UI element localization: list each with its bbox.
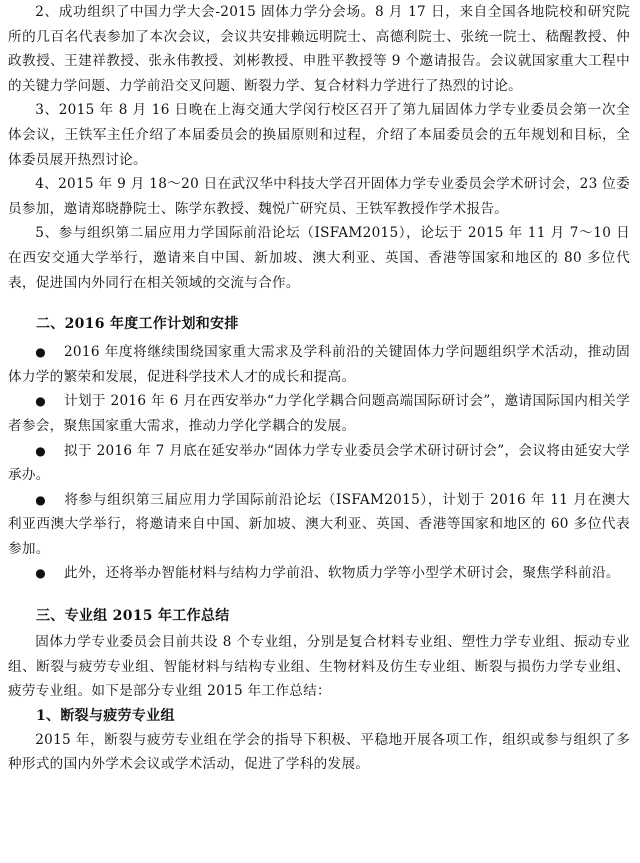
section-heading-2016-plan: 二、2016 年度工作计划和安排 (36, 316, 239, 333)
section-heading-group-summary: 三、专业组 2015 年工作总结 (36, 608, 230, 625)
bullet-text: 此外，还将举办智能材料与结构力学前沿、软物质力学等小型学术研讨会，聚焦学科前沿。 (63, 565, 620, 582)
bullet-text: 将参与组织第三届应用力学国际前沿论坛（ISFAM2015），计划于 2016 年 11 月在澳大利亚西澳大学举行，将邀请来自中国、新加坡、澳大利亚、英国、香港等国家和地区的 60 多位代表参加。 (8, 491, 630, 557)
bullet-item (8, 488, 630, 562)
bullet-item (8, 389, 630, 438)
bullet-dot-icon: ● (35, 443, 46, 458)
bullet-text: 拟于 2016 年 7 月底在延安举办“固体力学专业委员会学术研讨研讨会”，会议将由延安大学承办。 (8, 442, 630, 484)
bullet-item (8, 340, 630, 389)
paragraph-item-3: 3、2015 年 8 月 16 日晚在上海交通大学闵行校区召开了第九届固体力学专业委员会第一次全体会议，王铁军主任介绍了本届委员会的换届原则和过程，介绍了本届委员会的五年规划和目标，全体委员展开热烈讨论。 (8, 102, 630, 168)
paragraph-group-intro: 固体力学专业委员会目前共设 8 个专业组，分别是复合材料专业组、塑性力学专业组、振动专业组、断裂与疲劳专业组、智能材料与结构专业组、生物材料及仿生专业组、断裂与损伤力学专业组、疲劳专业组。如下是部分专业组 2015 年工作总结： (8, 634, 630, 700)
paragraph-item-4: 4、2015 年 9 月 18～20 日在武汉华中科技大学召开固体力学专业委员会学术研讨会，23 位委员参加，邀请郑晓静院士、陈学东教授、魏悦广研究员、王铁军教授作学术报告。 (8, 176, 630, 217)
bullet-item (8, 439, 630, 488)
bullet-dot-icon: ● (35, 345, 46, 360)
bullet-text: 计划于 2016 年 6 月在西安举办“力学化学耦合问题高端国际研讨会”，邀请国际国内相关学者参会，聚焦国家重大需求，推动力学化学耦合的发展。 (8, 393, 630, 434)
bullet-text: 2016 年度将继续围绕国家重大需求及学科前沿的关键固体力学问题组织学术活动，推动固体力学的繁荣和发展，促进科学技术人才的成长和提高。 (8, 344, 630, 385)
bullet-dot-icon: ● (35, 566, 46, 581)
bullet-dot-icon: ● (35, 394, 46, 409)
bullet-dot-icon: ● (35, 492, 46, 507)
paragraph-item-5: 5、参与组织第二届应用力学国际前沿论坛（ISFAM2015），论坛于 2015 年 11 月 7～10 日在西安交通大学举行，邀请来自中国、新加坡、澳大利亚、英国、香港等国家和地区的 80 多位代表，促进国内外同行在相关领域的交流与合作。 (8, 225, 630, 291)
paragraph-fracture-fatigue: 2015 年，断裂与疲劳专业组在学会的指导下积极、平稳地开展各项工作，组织或参与组织了多种形式的国内外学术会议或学术活动，促进了学科的发展。 (8, 731, 630, 773)
subsection-heading-fracture-fatigue: 1、断裂与疲劳专业组 (36, 707, 175, 724)
bullet-item (8, 561, 630, 586)
paragraph-item-2: 2、成功组织了中国力学大会-2015 固体力学分会场。8 月 17 日，来自全国各地院校和研究院所的几百名代表参加了本次会议，会议共安排赖远明院士、高德利院士、张统一院士、嵇醒教授、仲政教授、王建祥教授、张永伟教授、刘彬教授、申胜平教授等 9 个邀请报告。会议就国家重大工程中的关键力学问题、力学前沿交叉问题、断裂力学、复合材料力学进行了热烈的讨论。 (8, 4, 630, 94)
